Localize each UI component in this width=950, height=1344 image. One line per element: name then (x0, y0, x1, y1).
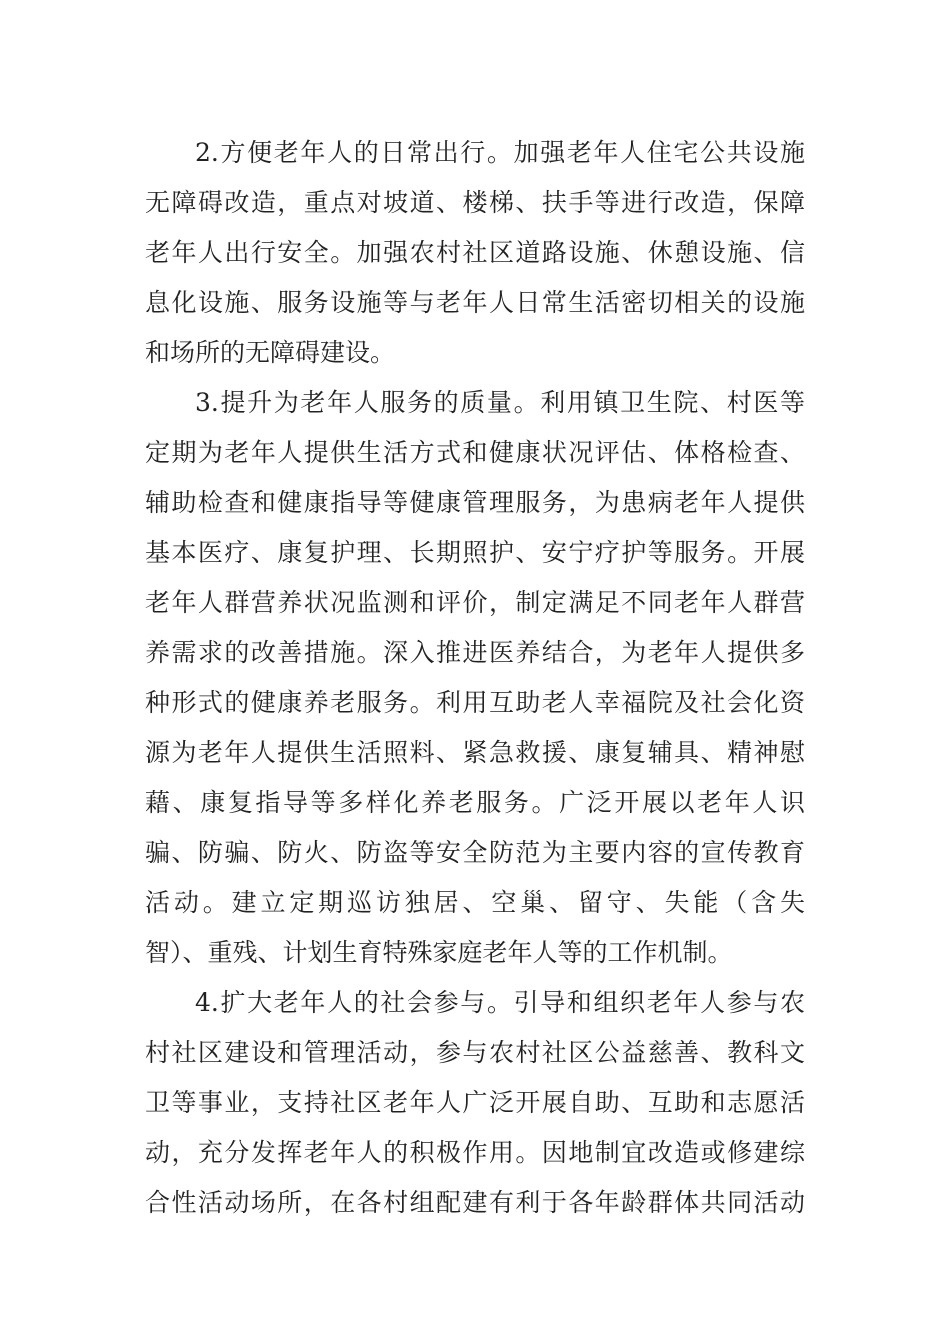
paragraph-3-line-4: 基本医疗、康复护理、长期照护、安宁疗护等服务。开展 (145, 538, 805, 567)
paragraph-2-line-5: 和场所的无障碍建设。 (145, 338, 396, 367)
paragraph-3-line-3: 辅助检查和健康指导等健康管理服务，为患病老年人提供 (145, 488, 805, 517)
paragraph-4-line-1: 4.扩大老年人的社会参与。引导和组织老年人参与农 (195, 988, 805, 1017)
paragraph-3-line-9: 藉、康复指导等多样化养老服务。广泛开展以老年人识 (145, 788, 805, 817)
paragraph-3-line-1: 3.提升为老年人服务的质量。利用镇卫生院、村医等 (195, 388, 805, 417)
paragraph-3-line-5: 老年人群营养状况监测和评价，制定满足不同老年人群营 (145, 588, 805, 617)
paragraph-2-line-2: 无障碍改造，重点对坡道、楼梯、扶手等进行改造，保障 (145, 188, 805, 217)
paragraph-3-line-12: 智）、重残、计划生育特殊家庭老年人等的工作机制。 (145, 938, 733, 967)
paragraph-3-line-2: 定期为老年人提供生活方式和健康状况评估、体格检查、 (145, 438, 805, 467)
paragraph-3-line-8: 源为老年人提供生活照料、紧急救援、康复辅具、精神慰 (145, 738, 805, 767)
paragraph-3-line-7: 种形式的健康养老服务。利用互助老人幸福院及社会化资 (145, 688, 805, 717)
paragraph-4-line-2: 村社区建设和管理活动，参与农村社区公益慈善、教科文 (145, 1038, 805, 1067)
paragraph-4-line-4: 动，充分发挥老年人的积极作用。因地制宜改造或修建综 (145, 1138, 805, 1167)
paragraph-4-line-5: 合性活动场所，在各村组配建有利于各年龄群体共同活动 (145, 1188, 805, 1217)
paragraph-3-line-11: 活动。建立定期巡访独居、空巢、留守、失能（含失 (145, 888, 805, 917)
paragraph-2-line-1: 2.方便老年人的日常出行。加强老年人住宅公共设施 (195, 138, 805, 167)
paragraph-4-line-3: 卫等事业，支持社区老年人广泛开展自助、互助和志愿活 (145, 1088, 805, 1117)
paragraph-2-line-3: 老年人出行安全。加强农村社区道路设施、休憩设施、信 (145, 238, 805, 267)
paragraph-3-line-6: 养需求的改善措施。深入推进医养结合，为老年人提供多 (145, 638, 805, 667)
paragraph-2-line-4: 息化设施、服务设施等与老年人日常生活密切相关的设施 (145, 288, 805, 317)
paragraph-3-line-10: 骗、防骗、防火、防盗等安全防范为主要内容的宣传教育 (145, 838, 805, 867)
